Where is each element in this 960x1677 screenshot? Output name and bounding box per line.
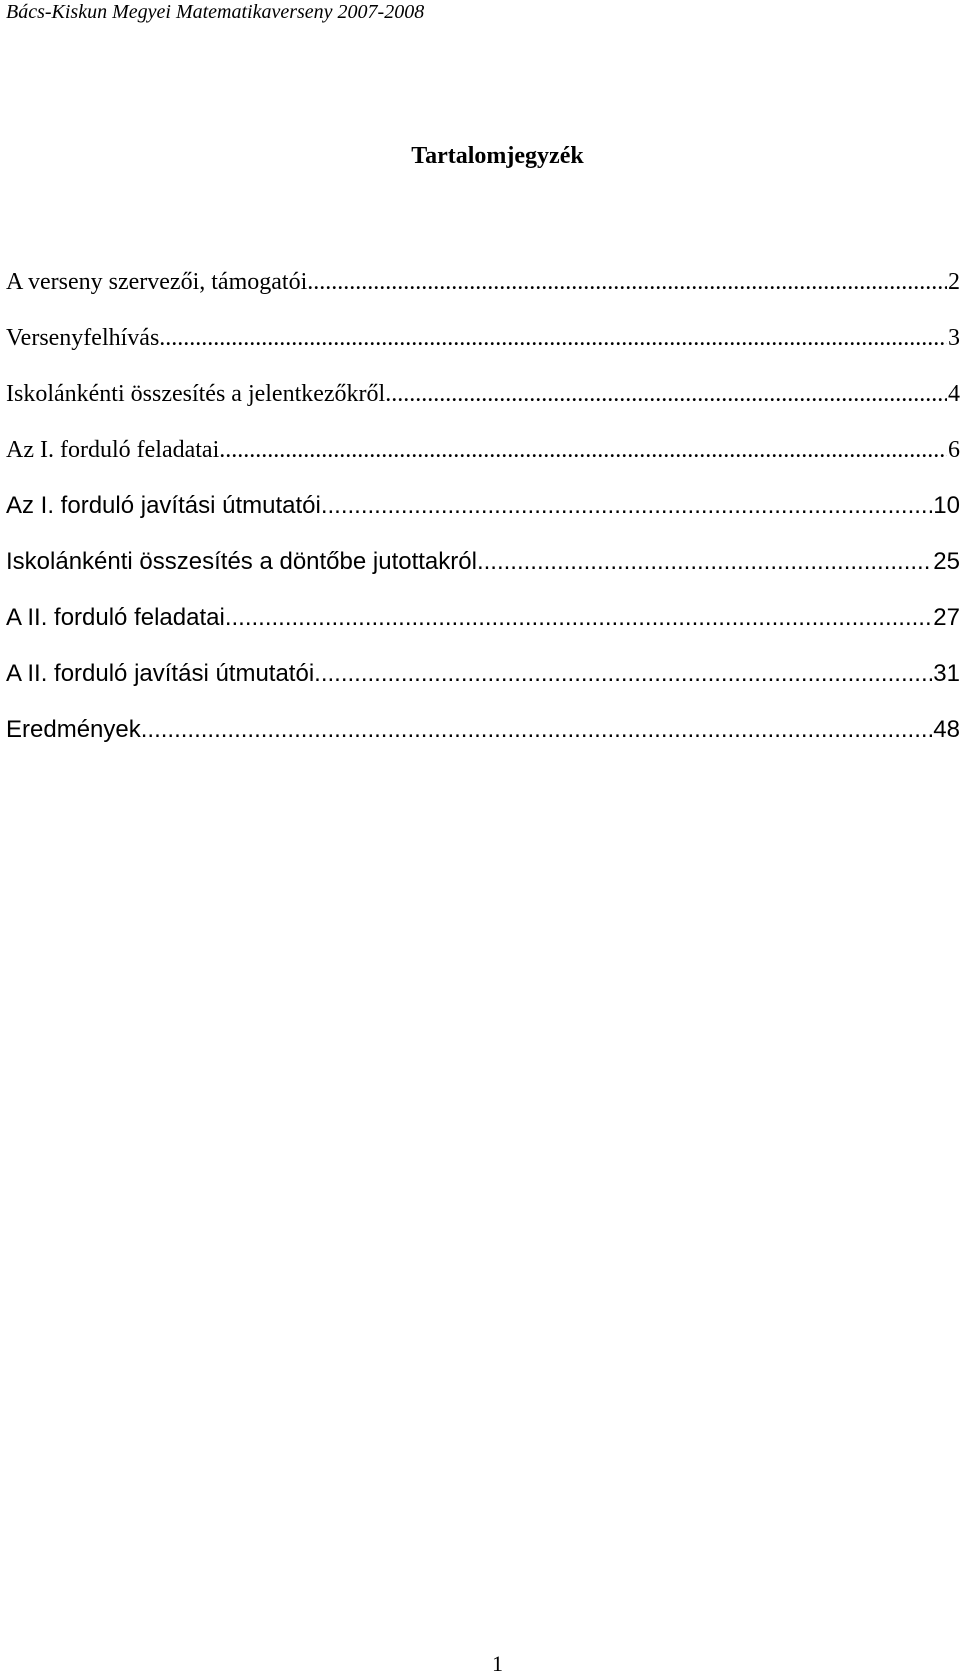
table-of-contents: [6, 266, 960, 770]
toc-entry-page: 25: [933, 548, 960, 575]
toc-entry-page: 6: [948, 437, 960, 463]
toc-entry[interactable]: [6, 714, 960, 770]
toc-entry[interactable]: [6, 322, 960, 378]
toc-entry-page: 2: [948, 269, 960, 295]
toc-entry[interactable]: [6, 602, 960, 658]
running-header: Bács-Kiskun Megyei Matematikaverseny 2007-2008: [6, 1, 425, 23]
toc-dot-leader: [385, 378, 947, 410]
toc-entry-page: 31: [933, 660, 960, 687]
toc-entry-label: A II. forduló feladatai: [6, 604, 225, 631]
toc-dot-leader: [159, 322, 947, 354]
toc-dot-leader: [321, 490, 932, 522]
toc-entry-label: A II. forduló javítási útmutatói: [6, 660, 315, 687]
toc-dot-leader: [141, 714, 933, 746]
toc-entry[interactable]: [6, 658, 960, 714]
toc-entry-label: Az I. forduló feladatai: [6, 437, 220, 463]
toc-entry-label: Eredmények: [6, 716, 141, 743]
toc-entry[interactable]: [6, 490, 960, 546]
toc-dot-leader: [219, 434, 947, 466]
toc-entry[interactable]: [6, 434, 960, 490]
page-number: 1: [492, 1651, 503, 1676]
toc-entry[interactable]: [6, 378, 960, 434]
toc-entry[interactable]: [6, 266, 960, 322]
toc-dot-leader: [477, 546, 932, 578]
toc-dot-leader: [314, 658, 932, 690]
toc-entry-label: Iskolánkénti összesítés a jelentkezőkről: [6, 381, 386, 407]
toc-entry-page: 48: [933, 716, 960, 743]
toc-entry-label: Versenyfelhívás: [6, 325, 160, 351]
toc-title: Tartalomjegyzék: [411, 143, 584, 169]
toc-entry-label: A verseny szervezői, támogatói: [6, 269, 308, 295]
toc-entry-label: Az I. forduló javítási útmutatói: [6, 492, 321, 519]
toc-entry-page: 4: [948, 381, 960, 407]
toc-entry-page: 3: [948, 325, 960, 351]
toc-entry[interactable]: [6, 546, 960, 602]
toc-entry-page: 27: [933, 604, 960, 631]
toc-entry-label: Iskolánkénti összesítés a döntőbe jutottakról: [6, 548, 477, 575]
toc-entry-page: 10: [933, 492, 960, 519]
toc-dot-leader: [225, 602, 932, 634]
toc-dot-leader: [307, 266, 947, 298]
